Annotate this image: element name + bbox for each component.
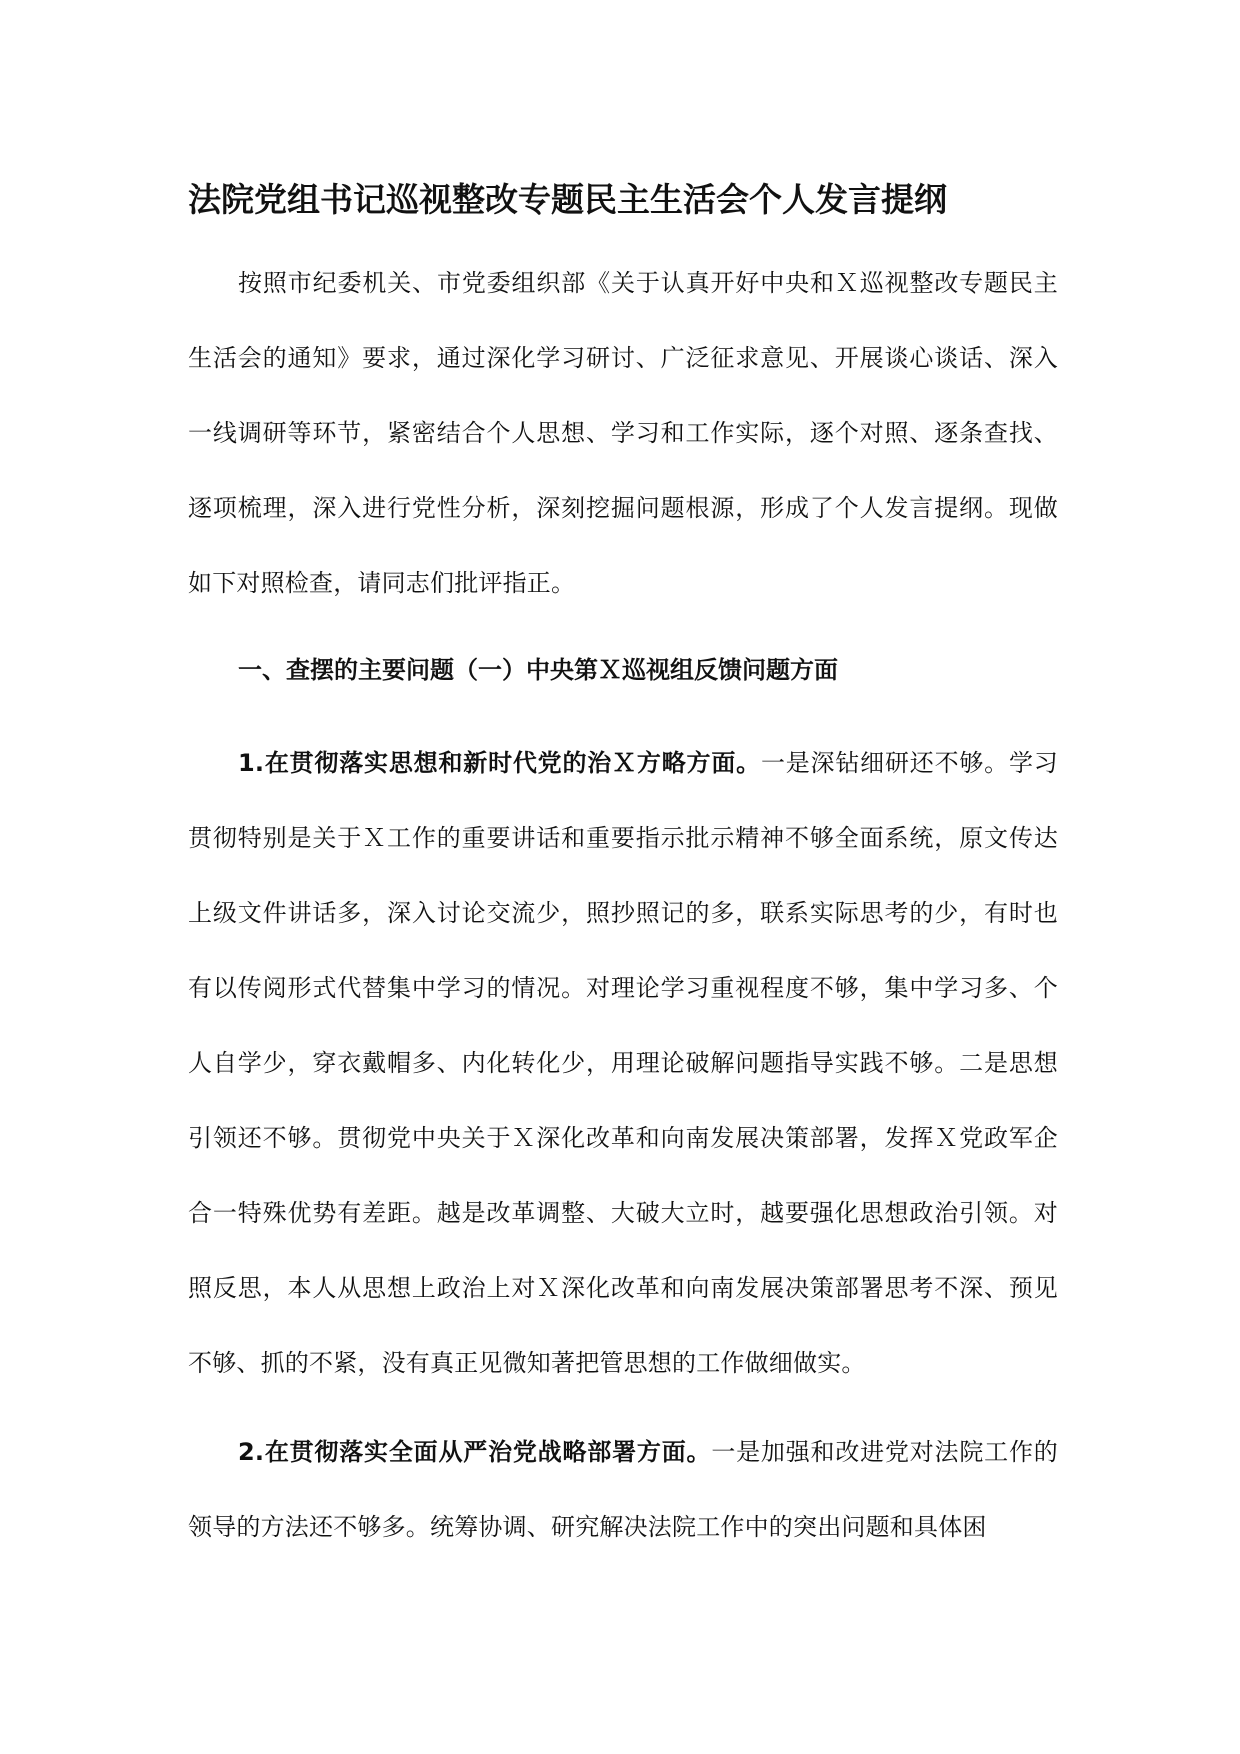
item-2-lead: 2.在贯彻落实全面从严治党战略部署方面。 <box>238 1438 712 1466</box>
item-2-body: 一是加强和改进党对法院工作的领导的方法还不够多。统筹协调、研究解决法院工作中的突出问题和具体困 <box>188 1438 1058 1541</box>
item-2-paragraph <box>188 1415 1058 1565</box>
item-1-lead: 1.在贯彻落实思想和新时代党的治Ｘ方略方面。 <box>238 749 761 777</box>
section-heading: 一、查摆的主要问题（一）中央第Ｘ巡视组反馈问题方面 <box>238 656 838 684</box>
intro-paragraph: 按照市纪委机关、市党委组织部《关于认真开好中央和Ｘ巡视整改专题民主生活会的通知》要求，通过深化学习研讨、广泛征求意见、开展谈心谈话、深入一线调研等环节，紧密结合个人思想、学习和工作实际，逐个对照、逐条查找、逐项梳理，深入进行党性分析，深刻挖掘问题根源，形成了个人发言提纲。现做如下对照检查，请同志们批评指正。 <box>188 269 1058 597</box>
document-title: 法院党组书记巡视整改专题民主生活会个人发言提纲 <box>188 180 947 219</box>
item-1-paragraph <box>188 726 1058 1401</box>
item-1-body: 一是深钻细研还不够。学习贯彻特别是关于Ｘ工作的重要讲话和重要指示批示精神不够全面系统，原文传达上级文件讲话多，深入讨论交流少，照抄照记的多，联系实际思考的少，有时也有以传阅形式代替集中学习的情况。对理论学习重视程度不够，集中学习多、个人自学少，穿衣戴帽多、内化转化少，用理论破解问题指导实践不够。二是思想引领还不够。贯彻党中央关于Ｘ深化改革和向南发展决策部署，发挥Ｘ党政军企合一特殊优势有差距。越是改革调整、大破大立时，越要强化思想政治引领。对照反思，本人从思想上政治上对Ｘ深化改革和向南发展决策部署思考不深、预见不够、抓的不紧，没有真正见微知著把管思想的工作做细做实。 <box>188 749 1058 1377</box>
